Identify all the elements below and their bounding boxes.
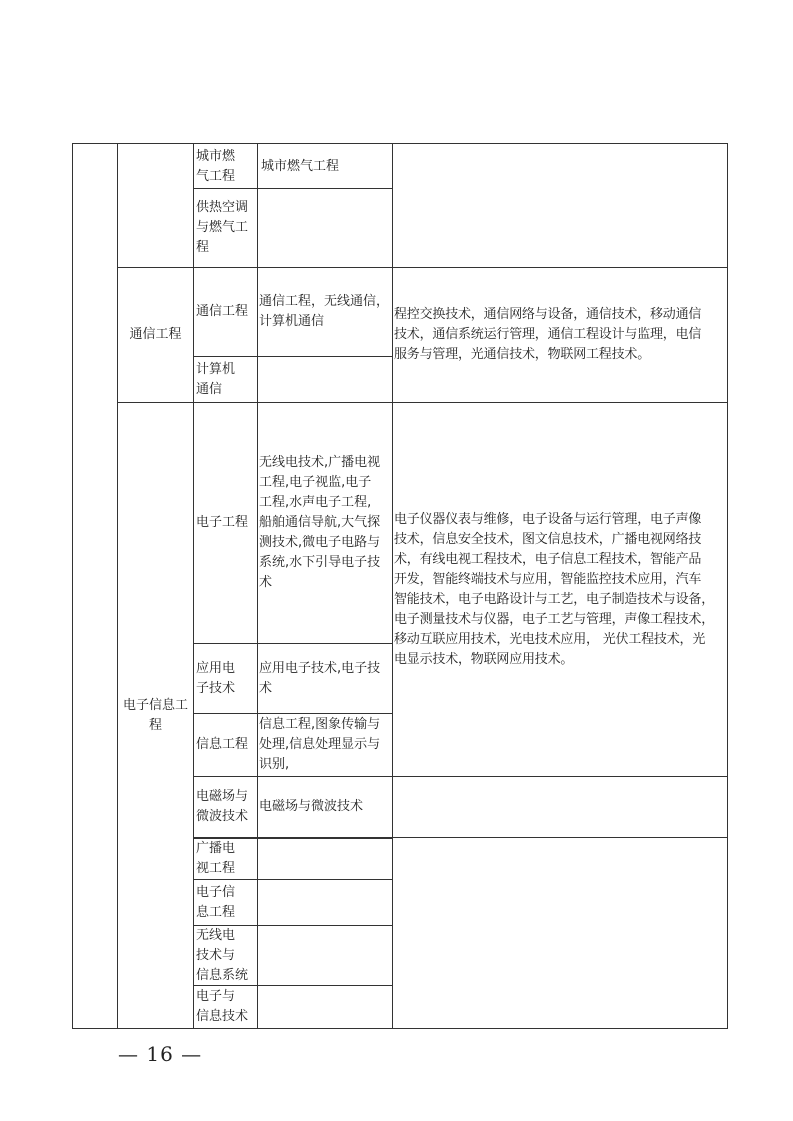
- major-name-cell: 通信工程: [196, 304, 249, 319]
- specialty-cell: 通信工程: [129, 327, 182, 342]
- major-name-cell: 电磁场与 微波技术: [196, 789, 249, 824]
- major-name-cell: 计算机 通信: [196, 361, 236, 397]
- specialty-cell: 电子信息工 程: [122, 697, 188, 733]
- major-name-cell: 应用电 子技术: [196, 660, 236, 696]
- extended-majors-cell: 电子仪器仪表与维修，电子设备与运行管理，电子声像 技术，信息安全技术，图文信息技术，广播电视网络技 术，有线电视工程技术，电子信息工程技术，智能产品 开发，智能终端技术与应用，智能监控技术应用，汽车 智能技术，电子电路设计与工艺，电子制造技术与设备， 电子测量技术与仪器，电子工艺与管理，声像工程技术， 移动互联应用技术，光电技术应用， 光伏工程技术，光 电显示技术，物联网应用技术。: [394, 511, 715, 667]
- related-majors-cell: 城市燃气工程: [261, 158, 340, 174]
- related-majors-cell: 通信工程，无线通信， 计算机通信: [259, 294, 390, 329]
- related-majors-cell: 信息工程,图象传输与 处理,信息处理显示与 识别,: [259, 717, 381, 772]
- table-border-top: [72, 143, 728, 144]
- row-divider: [193, 837, 728, 838]
- major-name-cell: 电子信 息工程: [196, 884, 236, 920]
- major-name-cell: 无线电 技术与 信息系统: [196, 927, 249, 983]
- major-name-cell: 电子与 信息技术: [196, 989, 249, 1024]
- table-border-left: [72, 143, 73, 1029]
- major-name-cell: 城市燃 气工程: [196, 148, 236, 184]
- related-majors-cell: 无线电技术,广播电视 工程,电子视监,电子 工程,水声电子工程, 船舶通信导航,大气探 测技术,微电子电路与 系统,水下引导电子技 术: [259, 455, 381, 590]
- page-number: — 16 —: [118, 1042, 203, 1066]
- related-majors-cell: 应用电子技术,电子技 术: [259, 660, 381, 696]
- major-name-cell: 供热空调 与燃气工 程: [196, 200, 249, 255]
- extended-majors-cell: 程控交换技术，通信网络与设备，通信技术，移动通信 技术，通信系统运行管理，通信工程设计与监理，电信 服务与管理，光通信技术，物联网工程技术。: [394, 307, 702, 362]
- column-divider: [193, 143, 194, 1029]
- related-majors-cell: 电磁场与微波技术: [259, 799, 364, 814]
- table-border-bottom: [72, 1028, 728, 1029]
- major-name-cell: 电子工程: [196, 515, 249, 530]
- major-name-cell: 信息工程: [196, 737, 249, 752]
- major-name-cell: 广播电 视工程: [196, 840, 236, 876]
